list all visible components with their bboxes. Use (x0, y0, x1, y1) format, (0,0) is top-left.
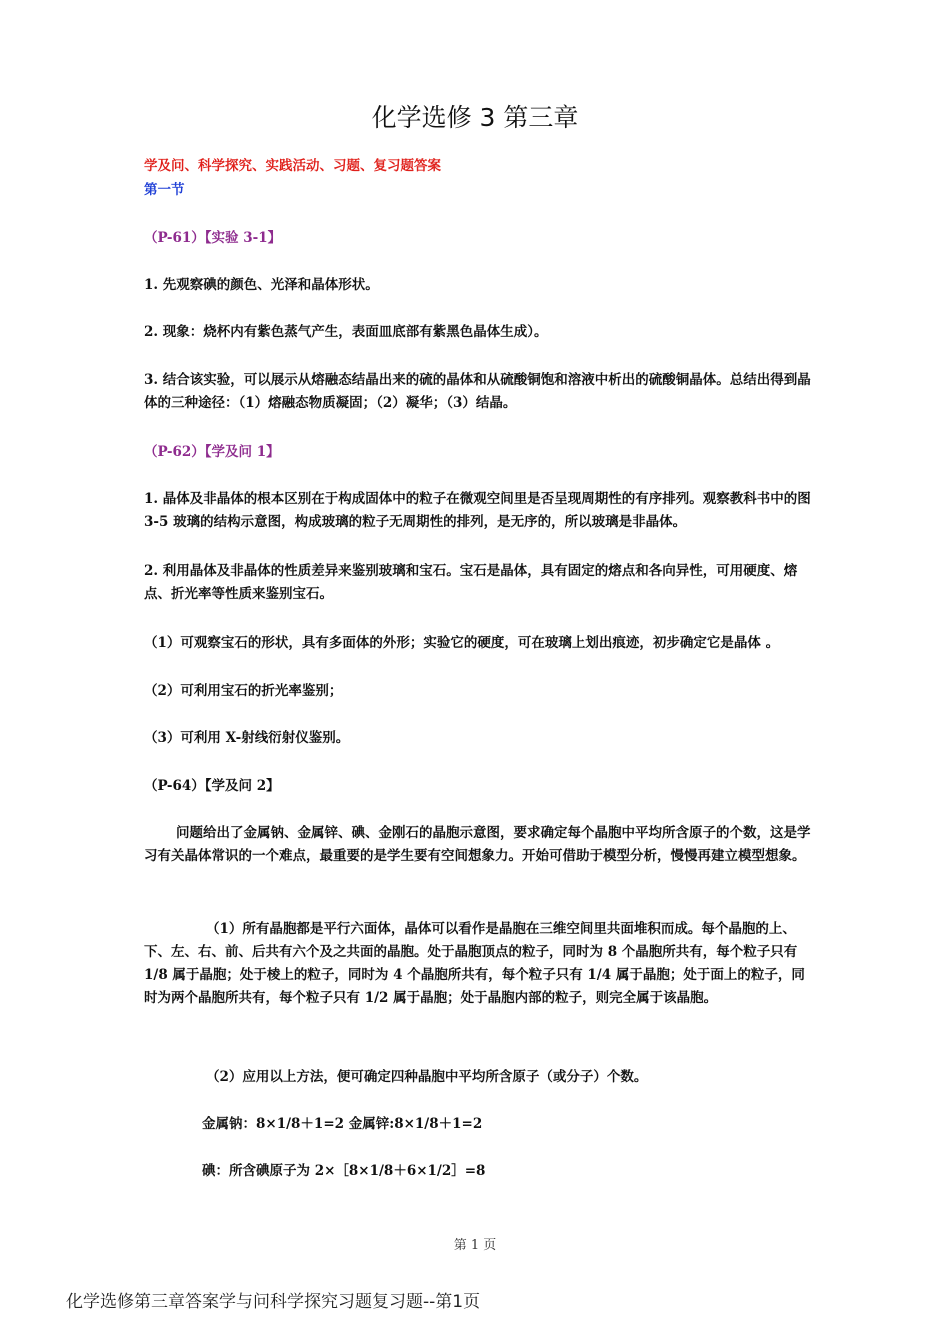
heading-p61: （P-61）【实验 3-1】 (144, 230, 282, 246)
paragraph-p62-1: 1. 晶体及非晶体的根本区别在于构成固体中的粒子在微观空间里是否呈现周期性的有序排列。观察教科书中的图 3-5 玻璃的结构示意图，构成玻璃的粒子无周期性的排列，是无序的，所以玻璃是非晶体。 (144, 491, 811, 530)
paragraph-p62-2: 2. 利用晶体及非晶体的性质差异来鉴别玻璃和宝石。宝石是晶体，具有固定的熔点和各向异性，可用硬度、熔点、折光率等性质来鉴别宝石。 (144, 563, 798, 602)
heading-p62: （P-62）【学及问 1】 (144, 444, 280, 460)
heading-p64: （P-64）【学及问 2】 (144, 778, 280, 794)
section-heading: 第一节 (144, 182, 185, 198)
paragraph-p64-intro: 问题给出了金属钠、金属锌、碘、金刚石的晶胞示意图，要求确定每个晶胞中平均所含原子的个数，这是学习有关晶体常识的一个难点，最重要的是学生要有空间想象力。开始可借助于模型分析，慢慢再建立模型想象。 (144, 825, 811, 864)
paragraph-p61-2: 2. 现象：烧杯内有紫色蒸气产生，表面皿底部有紫黑色晶体生成）。 (144, 324, 548, 340)
paragraph-p64-2: （2）应用以上方法，便可确定四种晶胞中平均所含原子（或分子）个数。 (206, 1069, 648, 1085)
paragraph-p61-3: 3. 结合该实验，可以展示从熔融态结晶出来的硫的晶体和从硫酸铜饱和溶液中析出的硫酸铜晶体。总结出得到晶体的三种途径：（1）熔融态物质凝固；（2）凝华；（3）结晶。 (144, 372, 811, 411)
paragraph-p64-1: （1）所有晶胞都是平行六面体，晶体可以看作是晶胞在三维空间里共面堆积而成。每个晶胞的上、下、左、右、前、后共有六个及之共面的晶胞。处于晶胞顶点的粒子，同时为 8 个晶胞所共有，每个粒子只有 1/8 属于晶胞；处于棱上的粒子，同时为 4 个晶胞所共有，每个粒子只有 1/4 属于晶胞；处于面上的粒子，同时为两个晶胞所共有，每个粒子只有 1/2 属于晶胞；处于晶胞内部的粒子，则完全属于该晶胞。 (144, 921, 805, 1006)
paragraph-p62-2c: （3）可利用 X-射线衍射仪鉴别。 (144, 730, 350, 746)
paragraph-p62-2a: （1）可观察宝石的形状，具有多面体的外形；实验它的硬度，可在玻璃上划出痕迹，初步确定它是晶体 。 (144, 635, 780, 651)
bottom-caption: 化学选修第三章答案学与问科学探究习题复习题--第1页 (66, 1292, 481, 1312)
subtitle: 学及问、科学探究、实践活动、习题、复习题答案 (144, 158, 441, 174)
calc-iodine: 碘：所含碘原子为 2×［8×1/8＋6×1/2］=8 (202, 1163, 486, 1179)
document-title: 化学选修 3 第三章 (371, 103, 579, 132)
paragraph-p62-2b: （2）可利用宝石的折光率鉴别； (144, 683, 343, 699)
paragraph-p61-1: 1. 先观察碘的颜色、光泽和晶体形状。 (144, 277, 379, 293)
calc-metal: 金属钠：8×1/8＋1=2 金属锌:8×1/8＋1=2 (202, 1116, 483, 1132)
page-number: 第 1 页 (453, 1238, 497, 1253)
